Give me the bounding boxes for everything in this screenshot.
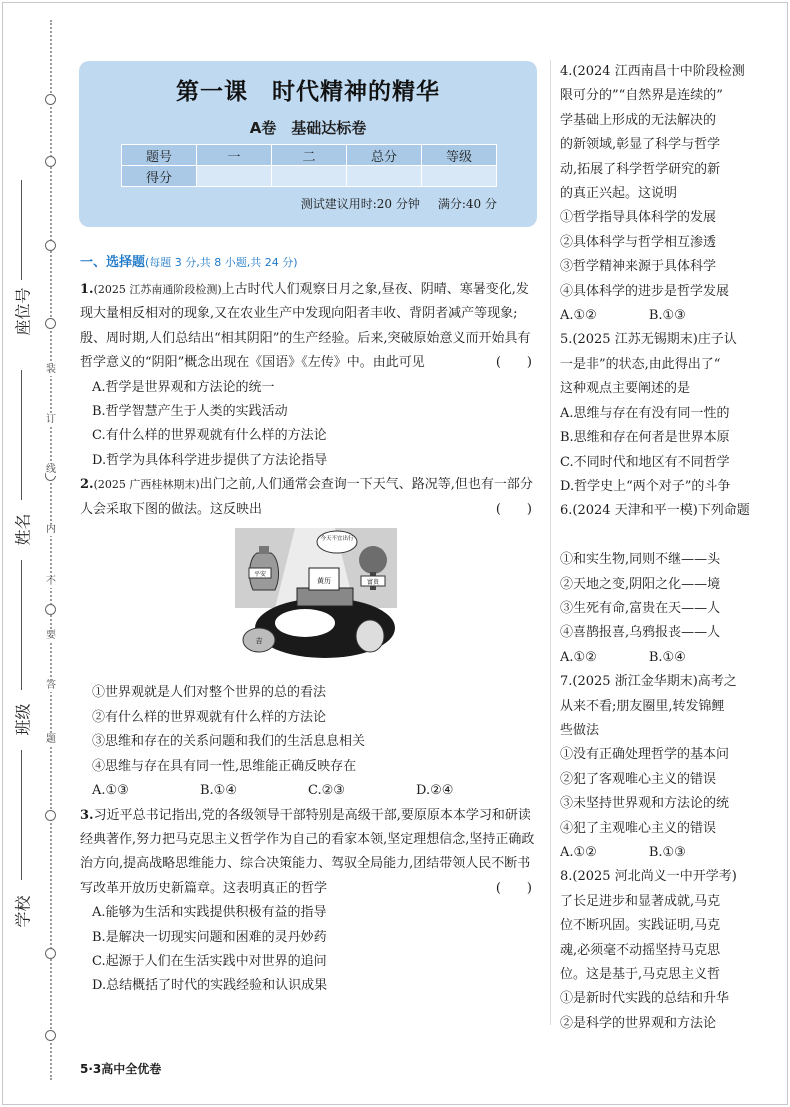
right-line: 7.(2025 浙江金华期末)高考之 (560, 674, 737, 690)
binding-hole (45, 948, 56, 959)
binding-char: 不 (46, 576, 56, 587)
score-table-header: 等级 (422, 145, 497, 166)
statement-item: ③思维和存在的关系问题和我们的生活息息相关 (92, 734, 366, 750)
choice[interactable]: D.②④ (416, 783, 454, 799)
right-line: 学基础上形成的无法解决的 (560, 112, 717, 128)
right-line[interactable]: D.哲学史上“两个对子”的斗争 (560, 478, 731, 494)
right-line: ③哲学精神来源于具体科学 (560, 259, 717, 275)
right-line[interactable]: C.不同时代和地区有不同哲学 (560, 454, 730, 470)
paper-subtitle: A卷 基础达标卷 (249, 119, 367, 137)
question-number: 2. (80, 477, 94, 493)
right-line[interactable]: A.①② B.①③ (560, 308, 686, 324)
score-table-header: 一 (197, 145, 272, 166)
choice-row (92, 779, 538, 803)
option[interactable]: B.是解决一切现实问题和困难的灵丹妙药 (92, 929, 327, 945)
right-line: 限可分的”“自然界是连续的” (560, 88, 723, 104)
lesson-header (79, 61, 537, 227)
binding-hole (45, 810, 56, 821)
score-cell[interactable] (347, 166, 422, 187)
statement-item: ④思维与存在具有同一性,思维能正确反映存在 (92, 758, 357, 774)
right-line: 动,拓展了科学哲学研究的新 (560, 161, 721, 177)
option[interactable]: C.有什么样的世界观就有什么样的方法论 (92, 428, 327, 444)
vase-label: 平安 (253, 571, 267, 579)
right-line: 些做法 (560, 722, 600, 738)
tree-label: 富贵 (366, 579, 380, 587)
right-line: ①哲学指导具体科学的发展 (560, 210, 717, 226)
question-3 (80, 804, 538, 902)
right-column (560, 60, 774, 1036)
question-source: (2025 广西桂林期末) (93, 478, 200, 492)
question-2 (80, 473, 538, 522)
question-number: 3. (80, 807, 94, 823)
score-row-label: 得分 (122, 166, 197, 187)
score-cell[interactable] (422, 166, 497, 187)
binding-char: 装 (46, 364, 56, 375)
right-line: ②具体科学与哲学相互渗透 (560, 234, 717, 250)
right-line: 位不断巩固。实践证明,马克 (560, 918, 721, 934)
figure-label: 吉 (255, 637, 263, 646)
test-info (79, 195, 497, 212)
right-line: ③生死有命,富贵在天——人 (560, 600, 721, 616)
column-divider (550, 60, 551, 1025)
right-line: 从来不看;朋友圈里,转发锦鲤 (560, 698, 725, 714)
right-line: 的真正兴起。这说明 (560, 186, 678, 202)
section-title: 一、选择题 (80, 255, 146, 270)
choice[interactable]: C.②③ (308, 783, 345, 799)
right-line: 魂,必须毫不动摇坚持马克思 (560, 942, 721, 958)
right-line: 位。这是基于,马克思主义哲 (560, 967, 721, 983)
right-line: ②是科学的世界观和方法论 (560, 1015, 717, 1031)
question-number: 1. (80, 282, 94, 297)
name-field[interactable] (21, 370, 22, 500)
right-line: ②天地之变,阴阳之化——境 (560, 576, 721, 592)
name-label: 姓名 (13, 513, 33, 546)
right-line: ④喜鹊报喜,乌鸦报丧——人 (560, 625, 721, 641)
binding-char: 线 (46, 464, 56, 475)
suggested-time: 测试建议用时:20 分钟 (300, 197, 420, 211)
seat-number-label: 座位号 (13, 287, 33, 336)
speech-bubble: 今天不宜出行 (320, 536, 354, 543)
right-line: 这种观点主要阐述的是 (560, 381, 691, 397)
score-table-header: 总分 (347, 145, 422, 166)
answer-paren[interactable]: ( ) (495, 501, 532, 517)
choice[interactable]: A.①③ (92, 783, 129, 799)
full-score: 满分:40 分 (437, 197, 497, 211)
binding-char: 内 (46, 524, 56, 535)
right-line: ①是新时代实践的总结和升华 (560, 991, 730, 1007)
right-line: ①没有正确处理哲学的基本问 (560, 747, 730, 763)
question-stem: 上古时代人们观察日月之象,昼夜、阴晴、寒暑变化,发现大量相反相对的现象,又在农业生产中发现向阳者丰收、背阴者减产等现象;殷、周时期,人们总结出“相其阴阳”的生产经验。后来,突破原始意义而开始具有哲学意义的“阴阳”概念出现在《国语》《左传》中。由此可见 (80, 282, 531, 371)
right-line: 了长足进步和显著成就,马克 (560, 893, 721, 909)
binding-hole (45, 604, 56, 615)
score-cell[interactable] (197, 166, 272, 187)
right-line[interactable]: A.①② B.①④ (560, 649, 686, 665)
almanac-label: 黄历 (317, 577, 331, 586)
right-line: ①和实生物,同则不继——头 (560, 552, 721, 568)
score-cell[interactable] (272, 166, 347, 187)
binding-hole (45, 156, 56, 167)
left-column (80, 248, 538, 999)
class-label: 班级 (13, 703, 33, 736)
statement-item: ①世界观就是人们对整个世界的总的看法 (92, 685, 327, 701)
answer-paren[interactable]: ( ) (495, 355, 532, 371)
option[interactable]: B.哲学智慧产生于人类的实践活动 (92, 404, 288, 420)
right-line: 的新领域,彰显了科学与哲学 (560, 137, 721, 153)
binding-char: 答 (46, 680, 56, 691)
right-line (560, 524, 774, 548)
right-line: 8.(2025 河北尚义一中开学考) (560, 869, 737, 885)
section-heading (80, 248, 538, 278)
right-line: 一是非”的状态,由此得出了“ (560, 356, 721, 372)
section-note: (每题 3 分,共 8 小题,共 24 分) (145, 256, 298, 269)
binding-char: 要 (46, 630, 56, 641)
binding-char: 订 (46, 414, 56, 425)
option[interactable]: D.哲学为具体科学进步提供了方法论指导 (92, 452, 328, 468)
school-label: 学校 (13, 895, 33, 928)
right-line: ②犯了客观唯心主义的错误 (560, 771, 717, 787)
right-line: 5.(2025 江苏无锡期末)庄子认 (560, 332, 737, 348)
question-stem: 出门之前,人们通常会查询一下天气、路况等,但也有一部分人会采取下图的做法。这反映出 (80, 477, 533, 517)
right-line: 6.(2024 天津和平一模)下列命题 (560, 503, 750, 519)
book-footer: 5·3高中全优卷 (80, 1062, 162, 1076)
right-line[interactable]: A.思维与存在有没有同一性的 (560, 405, 730, 421)
binding-char: 题 (46, 734, 56, 745)
option[interactable]: D.总结概括了时代的实践经验和认识成果 (92, 978, 328, 994)
score-table-header: 二 (272, 145, 347, 166)
question-source: (2025 江苏南通阶段检测) (93, 283, 222, 296)
score-table (121, 144, 497, 187)
right-line: ④具体科学的进步是哲学发展 (560, 283, 730, 299)
option[interactable]: A.哲学是世界观和方法论的统一 (92, 379, 275, 395)
binding-hole (45, 240, 56, 251)
cartoon-image (235, 528, 397, 666)
right-line: ③未坚持世界观和方法论的统 (560, 796, 730, 812)
question-1 (80, 278, 538, 376)
right-line[interactable]: A.①② B.①③ (560, 844, 686, 860)
lesson-title: 第一课 时代精神的精华 (176, 78, 440, 105)
class-field[interactable] (21, 560, 22, 690)
option[interactable]: C.起源于人们在生活实践中对世界的追问 (92, 953, 327, 969)
school-field[interactable] (21, 750, 22, 880)
seat-number-field[interactable] (21, 180, 22, 280)
score-table-header: 题号 (122, 145, 197, 166)
binding-dotted-line (50, 20, 52, 1080)
option[interactable]: A.能够为生活和实践提供积极有益的指导 (92, 905, 327, 921)
binding-hole (45, 1030, 56, 1041)
choice[interactable]: B.①④ (200, 783, 237, 799)
statement-item: ②有什么样的世界观就有什么样的方法论 (92, 709, 327, 725)
right-line[interactable]: B.思维和存在何者是世界本原 (560, 430, 730, 446)
right-line: ④犯了主观唯心主义的错误 (560, 820, 717, 836)
binding-hole (45, 94, 56, 105)
answer-paren[interactable]: ( ) (495, 880, 532, 896)
right-line: 4.(2024 江西南昌十中阶段检测 (560, 64, 745, 79)
question-stem: 习近平总书记指出,党的各级领导干部特别是高级干部,要原原本本学习和研读经典著作,努力把马克思主义哲学作为自己的看家本领,坚定理想信念,坚持正确政治方向,提高战略思维能力、综合决策能力、驾驭全局能力,团结带领人民不断书写改革开放历史新篇章。这表明真正的哲学 (80, 807, 535, 896)
binding-hole (45, 318, 56, 329)
